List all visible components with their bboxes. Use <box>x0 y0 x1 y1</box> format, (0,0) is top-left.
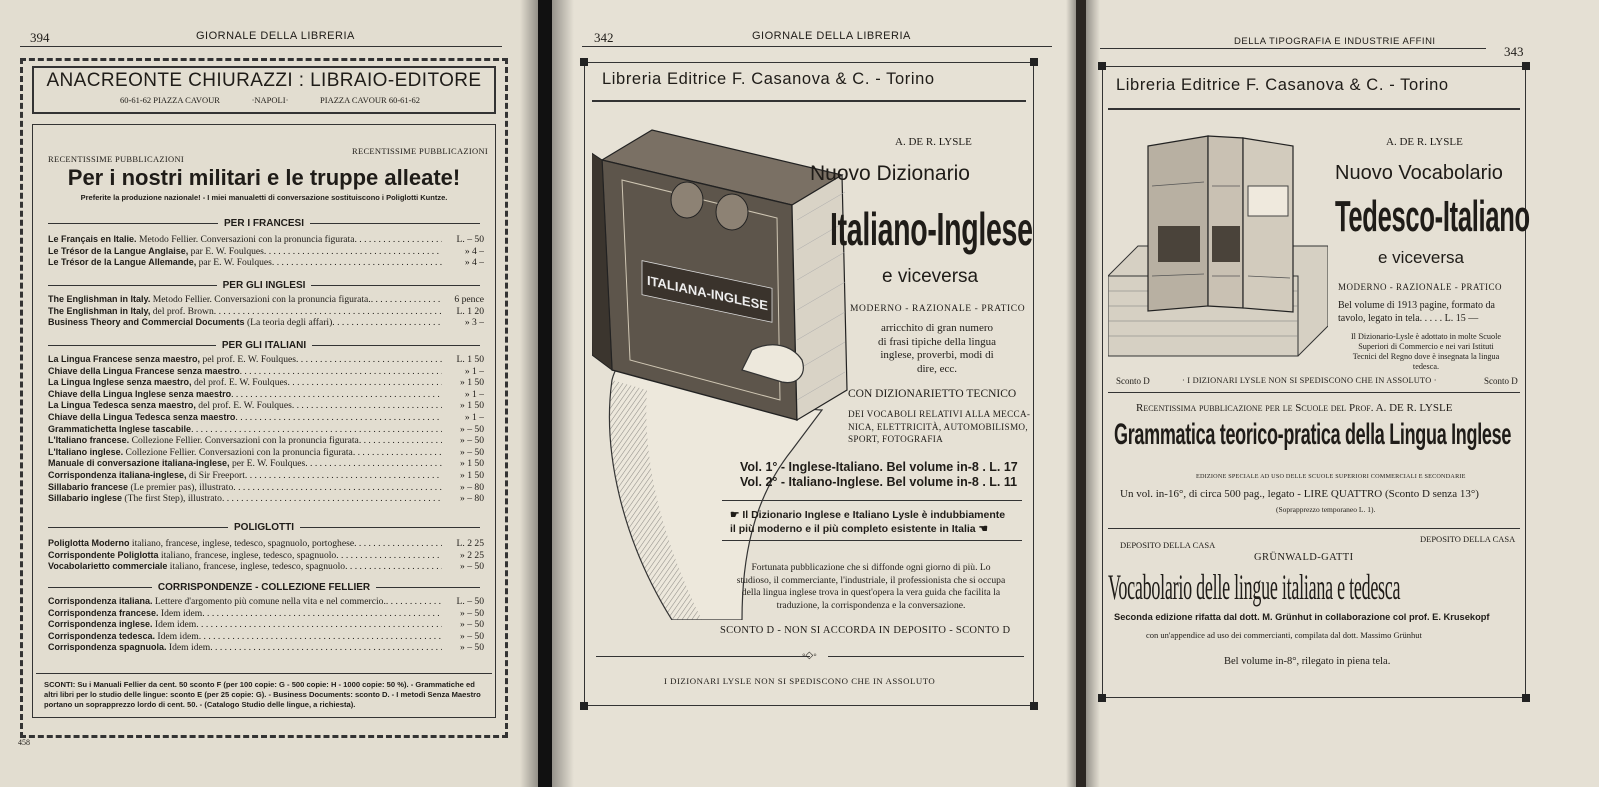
volume-prices: Vol. 1° - Inglese-Italiano. Bel volume in-8 . L. 17 Vol. 2° - Italiano-Inglese. Bel volume in-8 . L. 11 <box>740 460 1018 489</box>
entry-detail: Lettere d'argomento più comune nella vita e nel commercio. <box>152 596 386 607</box>
entry-title: Le Trésor de la Langue Allemande, <box>48 257 197 268</box>
entry-detail: del prof. E. W. Foulques <box>191 377 288 389</box>
entry-title: La Lingua Inglese senza maestro, <box>48 377 192 388</box>
subhead: Preferite la produzione nazionale! - I miei manualetti di conversazione sostituiscono i Poliglotti Kuntze. <box>80 193 448 202</box>
book-spine-title: ITALIANA-INGLESE <box>647 272 768 314</box>
entry-detail: del prof. E. W. Foulques <box>195 400 292 412</box>
tech-heading: CON DIZIONARIETTO TECNICO <box>848 388 1017 400</box>
catalog-entry <box>48 257 484 269</box>
publisher-name: Libreria Editrice F. Casanova & C. - Torino <box>602 70 935 88</box>
entry-title: Le Trésor de la Langue Anglaise, <box>48 245 189 256</box>
recent-pub: Recentissima pubblicazione per le Scuole del Prof. A. DE R. LYSLE <box>1136 402 1453 414</box>
entry-price: » 1 50 <box>460 458 484 470</box>
entry-title: Poliglotta Moderno <box>48 538 130 548</box>
catalog-entry <box>48 538 484 550</box>
page-left <box>0 0 538 787</box>
entry-detail: (The first Step), illustrato <box>122 493 222 505</box>
entry-detail: Collezione Fellier. Conversazioni con la pronuncia figurata <box>129 435 359 447</box>
sconto-right: Sconto D <box>1484 376 1518 386</box>
entry-list <box>48 294 484 329</box>
entry-title: La Lingua Francese senza maestro, <box>48 354 201 364</box>
running-head: GIORNALE DELLA LIBRERIA <box>196 30 355 42</box>
entry-detail: Idem idem <box>166 642 211 654</box>
pointing-hand-left-icon: ☚ <box>975 523 988 535</box>
catalog-entry <box>48 493 484 505</box>
entry-title: Chiave della Lingua Francese senza maestro <box>48 365 240 376</box>
grammar-price: Un vol. in-16°, di circa 500 pag., legato - LIRE QUATTRO (Sconto D senza 13°) <box>1120 488 1479 500</box>
author2: GRÜNWALD-GATTI <box>1254 552 1354 563</box>
section-header: PER GLI INGLESI <box>48 280 480 291</box>
entry-detail: italiano, francese, inglese, tedesco, spagnuolo <box>167 561 346 573</box>
entry-price: L. 1 20 <box>456 305 484 317</box>
page-right <box>1086 0 1599 787</box>
entry-detail: italiano, francese, inglese, tedesco, spagnuolo, portoghese <box>129 538 355 549</box>
page-number: 342 <box>594 30 614 45</box>
catalog-entry <box>48 642 484 654</box>
catalog-entry <box>48 317 484 329</box>
section-header: POLIGLOTTI <box>48 522 480 533</box>
catalog-entry <box>48 482 484 494</box>
description: Bel volume di 1913 pagine, formato da tavolo, legato in tela. . . . . L. 15 — <box>1338 300 1495 324</box>
catalog-entry <box>48 246 484 258</box>
entry-detail: pel prof. E. W. Foulques <box>200 354 296 365</box>
vocabulary-appendix: con un'appendice ad uso dei commercianti, compilata dal dott. Massimo Grünhut <box>1146 630 1422 640</box>
tagline: MODERNO - RAZIONALE - PRATICO <box>1338 282 1502 292</box>
entry-title: Le Français en Italie. <box>48 234 137 244</box>
catalog-entry <box>48 306 484 318</box>
page-gap <box>1076 0 1086 787</box>
publisher-name: Libreria Editrice F. Casanova & C. - Torino <box>1116 76 1449 94</box>
catalog-entry <box>48 631 484 643</box>
entry-price: L. – 50 <box>456 596 484 607</box>
entry-detail: italiano, francese, inglese, tedesco, spagnuolo <box>158 549 337 561</box>
entry-title: Sillabario inglese <box>48 493 123 504</box>
entry-title: Corrispondenza inglese. <box>48 619 153 630</box>
entry-detail: par E. W. Foulques <box>196 257 272 269</box>
entry-title: La Lingua Tedesca senza maestro, <box>48 400 196 411</box>
author: A. DE R. LYSLE <box>1386 136 1463 148</box>
section-header: PER GLI ITALIANI <box>48 340 480 351</box>
deposito-right: DEPOSITO DELLA CASA <box>1420 534 1516 544</box>
catalog-entry <box>48 447 484 459</box>
running-head: DELLA TIPOGRAFIA E INDUSTRIE AFFINI <box>1234 36 1436 47</box>
entry-detail: del prof. Brown <box>150 305 214 317</box>
title-main: Italiano-Inglese <box>830 203 1033 255</box>
title-line3: e viceversa <box>1378 248 1464 267</box>
page-middle <box>552 0 1076 787</box>
vocabulary-edition: Seconda edizione rifatta dal dott. M. Grünhut in collaborazione col prof. E. Krusekopf <box>1114 612 1490 622</box>
entry-title: Grammatichetta Inglese tascabile <box>48 423 192 434</box>
entry-price: » – 50 <box>460 435 484 447</box>
entry-title: L'Italiano inglese. <box>48 446 124 457</box>
recent-label-right: RECENTISSIME PUBBLICAZIONI <box>352 146 489 156</box>
entry-price: » 1 – <box>464 365 484 377</box>
entry-title: Manuale di conversazione italiana-inglese, <box>48 458 230 469</box>
entry-price: » – 50 <box>460 642 484 654</box>
entry-price: » – 50 <box>460 619 484 631</box>
entry-detail: Metodo Fellier. Conversazioni con la pronuncia figurata <box>136 234 355 245</box>
entry-title: Corrispondenza spagnuola. <box>48 642 167 653</box>
entry-title: Corrispondente Poliglotta <box>48 549 159 560</box>
entry-detail: di Sir Freeport <box>186 469 245 481</box>
entry-price: » 1 50 <box>460 469 484 481</box>
catalog-entry <box>48 470 484 482</box>
entry-price: » – 80 <box>460 481 484 493</box>
entry-price: » – 80 <box>460 493 484 505</box>
section-header: PER I FRANCESI <box>48 218 480 229</box>
claim: ☛ Il Dizionario Inglese e Italiano Lysle è indubbiamente il più moderno e il più completo esistente in Italia ☚ <box>730 509 1006 535</box>
catalog-entry <box>48 561 484 573</box>
entry-detail: Collezione Fellier. Conversazioni con la pronuncia figurata <box>123 446 353 458</box>
catalog-entry <box>48 619 484 631</box>
ornament-icon: ◦◇◦ <box>802 650 817 661</box>
entry-list <box>48 354 484 505</box>
entry-price: » – 50 <box>460 423 484 435</box>
catalog-entry <box>48 424 484 436</box>
entry-detail: (La teoria degli affari) <box>244 317 333 329</box>
entry-title: Corrispondenza tedesca. <box>48 630 156 641</box>
publisher-title: ANACREONTE CHIURAZZI : LIBRAIO-EDITORE <box>46 70 482 91</box>
deposito-left: DEPOSITO DELLA CASA <box>1120 540 1216 550</box>
vocabulary-title: Vocabolario delle lingue italiana e tedesca <box>1108 567 1401 607</box>
entry-price: » 4 – <box>464 257 484 269</box>
entry-title: Corrispondenza francese. <box>48 607 159 618</box>
dictionary-book-illustration <box>592 120 852 620</box>
entry-price: » – 50 <box>460 607 484 619</box>
entry-title: Corrispondenza italiana-inglese, <box>48 469 187 480</box>
sconto-left: Sconto D <box>1116 376 1150 386</box>
entry-price: L. 2 25 <box>456 538 484 549</box>
sconti-note: SCONTI: Su i Manuali Fellier da cent. 50 sconto F (per 100 copie: G - 500 copie: H - 1000 copie: 50 %). - Grammatiche ed altri libri per lo studio delle lingue: sconto E (per 25 copie: G). - Business Documents: sconto D. - I metodi Senza Maestro portano un soprapprezzo lordo di cent. 50. - (Catalogo Studio delle lingue, a richiesta). <box>44 680 481 709</box>
catalog-entry <box>48 354 484 366</box>
title-main: Tedesco-Italiano <box>1335 192 1530 241</box>
catalog-entry <box>48 234 484 246</box>
running-head: GIORNALE DELLA LIBRERIA <box>752 30 911 42</box>
catalog-entry <box>48 550 484 562</box>
entry-price: » – 50 <box>460 446 484 458</box>
recent-label-left: RECENTISSIME PUBBLICAZIONI <box>48 154 185 164</box>
entry-list <box>48 234 484 269</box>
entry-detail: Metodo Fellier. Conversazioni con la pronuncia figurata. <box>150 294 371 305</box>
entry-price: L. – 50 <box>456 234 484 245</box>
grammar-subtitle: EDIZIONE SPECIALE AD USO DELLE SCUOLE SUPERIORI COMMERCIALI E SECONDARIE <box>1196 473 1466 480</box>
entry-detail: (Le premier pas), illustrato <box>128 481 234 493</box>
title-line3: e viceversa <box>882 266 979 287</box>
entry-list <box>48 538 484 573</box>
entry-price: L. 1 50 <box>456 354 484 365</box>
entry-detail: Idem idem <box>155 630 199 642</box>
catalog-entry <box>48 608 484 620</box>
catalog-entry <box>48 294 484 306</box>
entry-title: Business Theory and Commercial Documents <box>48 317 245 328</box>
catalog-entry <box>48 435 484 447</box>
entry-list <box>48 596 484 654</box>
fortunata-text: Fortunata pubblicazione che si diffonde ogni giorno di più. Lo studioso, il commerciante, l'industriale, il professionista che si occupa della lingua inglese trova in quest'opera la vera guida che facilita la traduzione, la corrispondenza e la conversazione. <box>736 562 1006 611</box>
entry-title: Chiave della Lingua Inglese senza maestro <box>48 388 232 399</box>
entry-title: Chiave della Lingua Tedesca senza maestro <box>48 411 236 422</box>
headline: Per i nostri militari e le truppe alleate! <box>67 165 461 190</box>
pointing-hand-icon: ☛ <box>730 509 743 521</box>
title-line1: Nuovo Vocabolario <box>1335 162 1503 184</box>
entry-price: » – 50 <box>460 630 484 642</box>
catalog-entry <box>48 400 484 412</box>
author: A. DE R. LYSLE <box>895 136 972 148</box>
publisher-address: 60-61-62 PIAZZA CAVOUR ·NAPOLI· PIAZZA CAVOUR 60-61-62 <box>120 95 420 105</box>
catalog-entry <box>48 412 484 424</box>
vocabulary-books-illustration <box>1108 126 1328 366</box>
section-header: CORRISPONDENZE - COLLEZIONE FELLIER <box>48 582 480 593</box>
grammar-note: (Soprapprezzo temporaneo L. 1). <box>1276 505 1376 514</box>
description: arricchito di gran numero di frasi tipiche della lingua inglese, proverbi, modi di dire, ecc. <box>878 322 996 375</box>
entry-title: The Englishman in Italy. <box>48 294 151 304</box>
tech-description: DEI VOCABOLI RELATIVI ALLA MECCA- NICA, ELETTRICITÀ, AUTOMOBILISMO, SPORT, FOTOGRAFIA <box>848 409 1031 444</box>
catalog-entry <box>48 377 484 389</box>
entry-price: » 1 50 <box>460 400 484 412</box>
entry-price: » 4 – <box>464 245 484 257</box>
vocabulary-binding: Bel volume in-8°, rilegato in piena tela. <box>1224 656 1391 667</box>
tagline: MODERNO - RAZIONALE - PRATICO <box>850 304 1026 314</box>
entry-price: » – 50 <box>460 561 484 573</box>
catalog-entry <box>48 458 484 470</box>
entry-title: Corrispondenza italiana. <box>48 596 153 606</box>
entry-title: Vocabolarietto commerciale <box>48 561 168 572</box>
sconto-line: SCONTO D - NON SI ACCORDA IN DEPOSITO - SCONTO D <box>720 625 1011 636</box>
entry-price: » 1 50 <box>460 377 484 389</box>
catalog-entry <box>48 366 484 378</box>
page-number: 343 <box>1504 44 1524 59</box>
entry-price: » 1 – <box>464 411 484 423</box>
grammar-title: Grammatica teorico-pratica della Lingua Inglese <box>1114 418 1512 451</box>
entry-price: » 1 – <box>464 388 484 400</box>
entry-detail: par E. W. Foulques <box>188 245 264 257</box>
entry-title: Sillabario francese <box>48 481 129 492</box>
catalog-entry <box>48 389 484 401</box>
entry-price: » 3 – <box>464 317 484 329</box>
entry-price: 6 pence <box>454 294 484 305</box>
adopted-note: Il Dizionario-Lysle è adottato in molte Scuole Superiori di Commercio e nei vari Istituti Tecnici del Regno dove è insegnata la lingua tedesca. <box>1350 332 1502 371</box>
book-gutter <box>538 0 552 787</box>
entry-detail: Idem idem <box>152 619 197 631</box>
entry-price: » 2 25 <box>460 549 484 561</box>
entry-detail: per E. W. Foulques <box>229 458 306 470</box>
entry-title: L'Italiano francese. <box>48 435 130 446</box>
entry-title: The Englishman in Italy, <box>48 305 151 316</box>
page-number: 394 <box>30 30 50 45</box>
footer-note: I DIZIONARI LYSLE NON SI SPEDISCONO CHE IN ASSOLUTO <box>664 676 936 686</box>
footer-mark: 458 <box>18 738 30 747</box>
sconto-note: · I DIZIONARI LYSLE NON SI SPEDISCONO CHE IN ASSOLUTO · <box>1182 376 1437 385</box>
title-line1: Nuovo Dizionario <box>810 162 970 185</box>
catalog-entry <box>48 596 484 608</box>
entry-detail: Idem idem <box>158 607 203 619</box>
